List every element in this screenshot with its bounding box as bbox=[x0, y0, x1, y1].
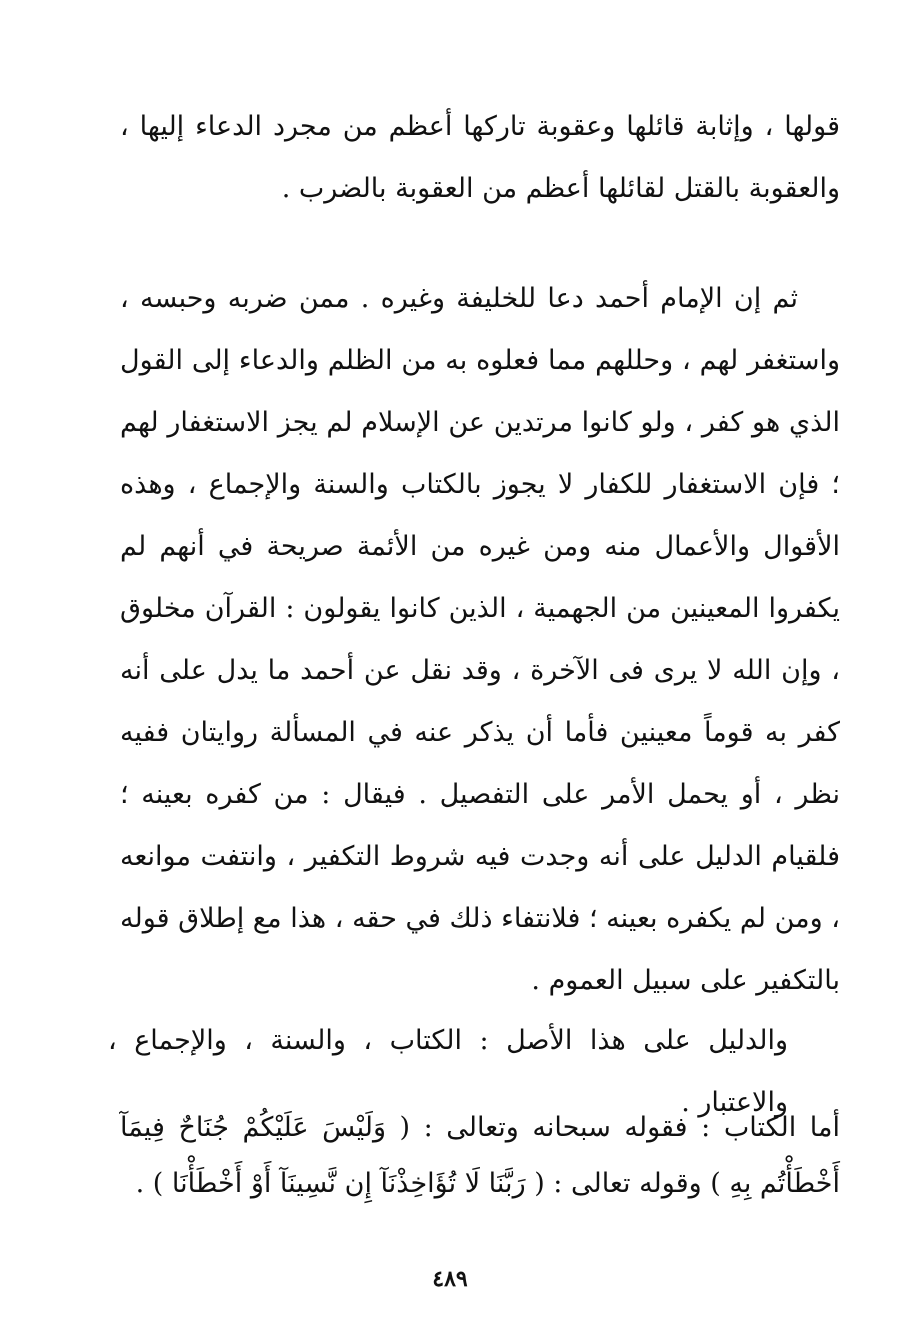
paragraph-2: ثم إن الإمام أحمد دعا للخليفة وغيره . ممن ضربه وحبسه ، واستغفر لهم ، وحللهم مما فعلوه به من الظلم والدعاء إلى القول الذي هو كفر ، ولو كانوا مرتدين عن الإسلام لم يجز الاستغفار لهم ؛ فإن الاستغفار للكفار لا يجوز بالكتاب والسنة والإجماع ، وهذه الأقوال والأعمال منه ومن غيره من الأئمة صريحة في أنهم لم يكفروا المعينين من الجهمية ، الذين كانوا يقولون : القرآن مخلوق ، وإن الله لا يرى فى الآخرة ، وقد نقل عن أحمد ما يدل على أنه كفر به قوماً معينين فأما أن يذكر عنه في المسألة روايتان ففيه نظر ، أو يحمل الأمر على التفصيل . فيقال : من كفره بعينه ؛ فلقيام الدليل على أنه وجدت فيه شروط التكفير ، وانتفت موانعه ، ومن لم يكفره بعينه ؛ فلانتفاء ذلك في حقه ، هذا مع إطلاق قوله بالتكفير على سبيل العموم . bbox=[120, 283, 840, 996]
paragraph-1: قولها ، وإثابة قائلها وعقوبة تاركها أعظم من مجرد الدعاء إليها ، والعقوبة بالقتل لقائلها أعظم من العقوبة بالضرب . bbox=[120, 111, 840, 204]
paragraph-4-quran-verses: أما الكتاب : فقوله سبحانه وتعالى : ( وَلَيْسَ عَلَيْكُمْ جُنَاحٌ فِيمَآ أَخْطَأْتُم بِهِ ) وقوله تعالى : ( رَبَّنَا لَا تُؤَاخِذْنَآ إِن نَّسِينَآ أَوْ أَخْطَأْنَا ) . bbox=[120, 1112, 840, 1199]
page-number: ٤٨٩ bbox=[432, 1266, 468, 1292]
paragraph-3: والدليل على هذا الأصل : الكتاب ، والسنة ، والإجماع ، والاعتبار . bbox=[108, 1025, 788, 1118]
